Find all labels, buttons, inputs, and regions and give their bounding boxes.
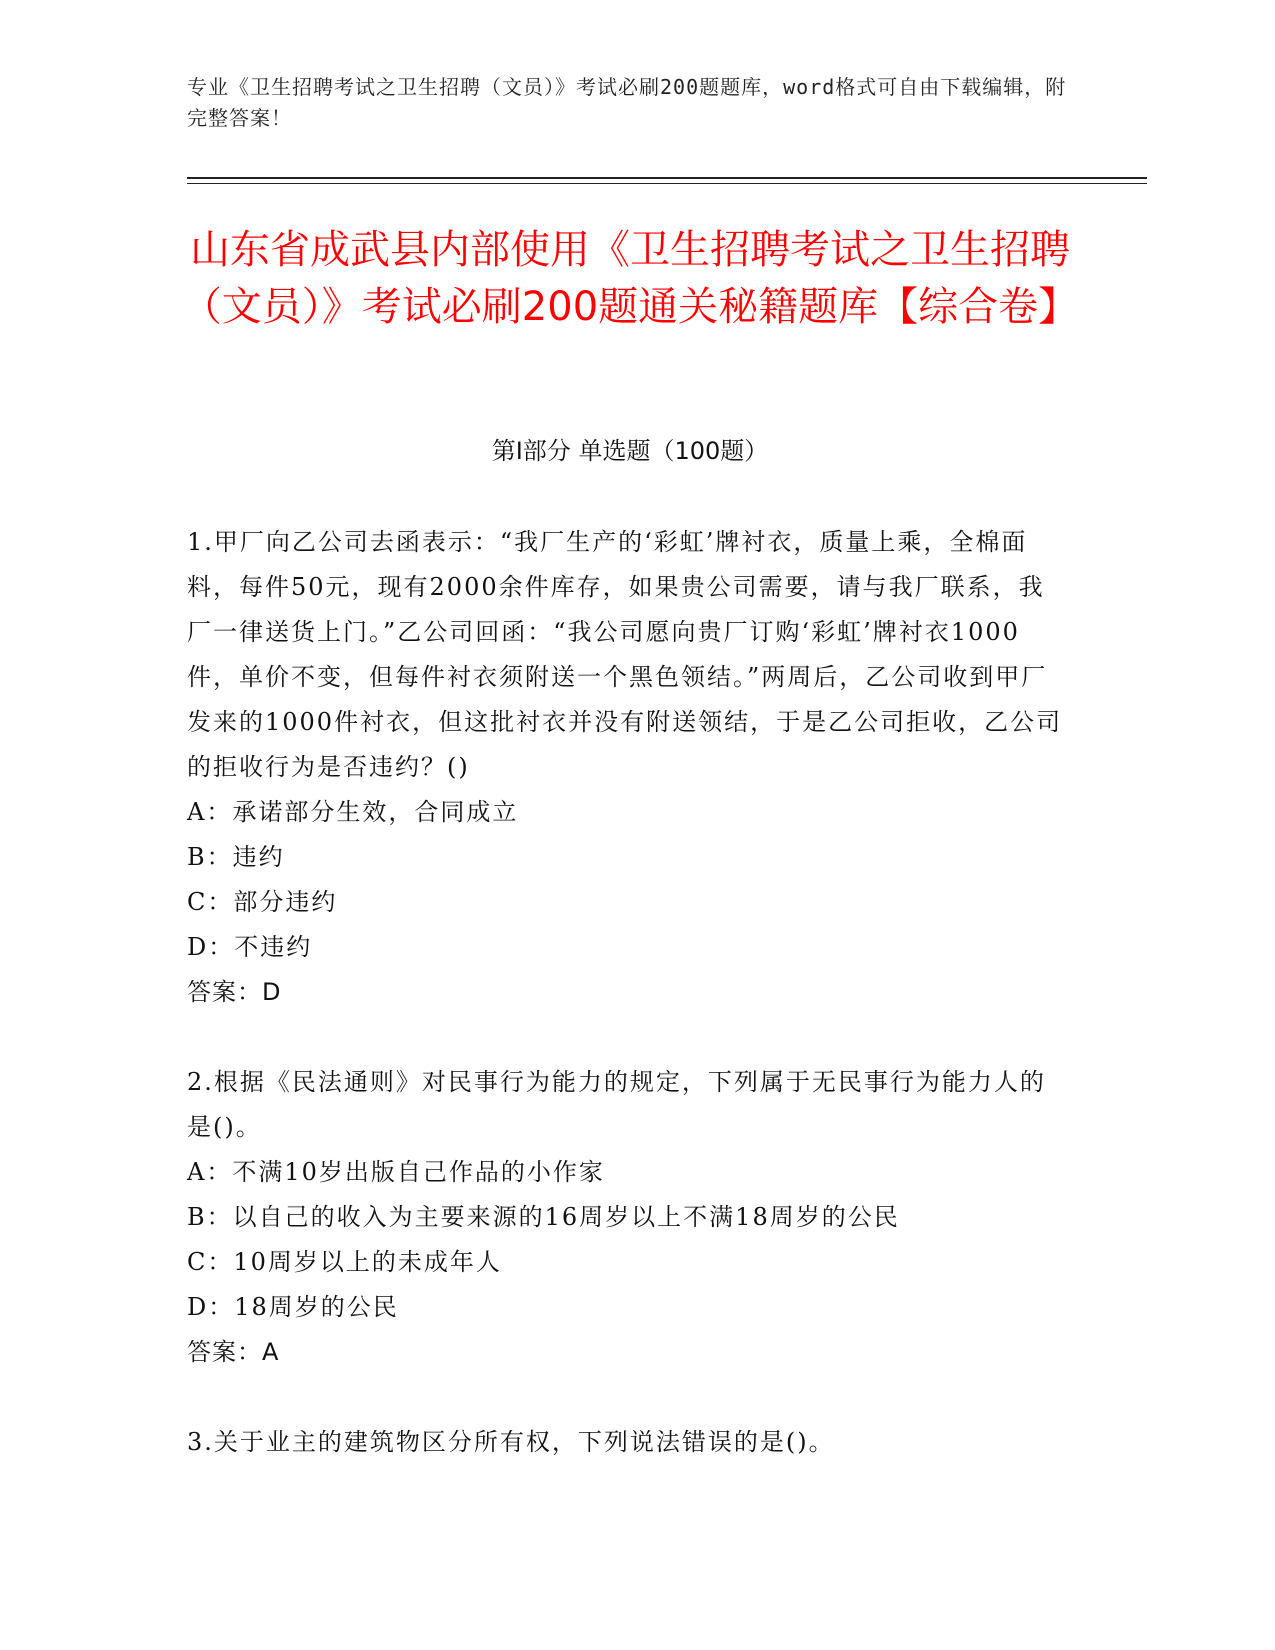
option-b: B：违约 — [187, 843, 285, 871]
header-divider-thin — [187, 183, 1147, 184]
option-b: B：以自己的收入为主要来源的16周岁以上不满18周岁的公民 — [187, 1203, 900, 1231]
header-divider-thick — [187, 177, 1147, 179]
question-1 — [187, 520, 1067, 1015]
option-d: D：不违约 — [187, 933, 313, 961]
option-c: C：部分违约 — [187, 888, 338, 916]
question-stem: 1.甲厂向乙公司去函表示：“我厂生产的‘彩虹’牌衬衣，质量上乘，全棉面料，每件50元，现有2000余件库存，如果贵公司需要，请与我厂联系，我厂一律送货上门。”乙公司回函：“我公司愿向贵厂订购‘彩虹’牌衬衣1000件，单价不变，但每件衬衣须附送一个黑色领结。”两周后，乙公司收到甲厂发来的1000件衬衣，但这批衬衣并没有附送领结，于是乙公司拒收，乙公司的拒收行为是否违约？() — [187, 528, 1063, 781]
question-stem: 2.根据《民法通则》对民事行为能力的规定，下列属于无民事行为能力人的是()。 — [187, 1068, 1046, 1141]
option-a: A：不满10岁出版自己作品的小作家 — [187, 1158, 605, 1186]
document-title: 山东省成武县内部使用《卫生招聘考试之卫生招聘（文员）》考试必刷200题通关秘籍题库【综合卷】 — [181, 227, 1079, 330]
header-note: 专业《卫生招聘考试之卫生招聘（文员）》考试必刷200题题库，word格式可自由下载编辑，附完整答案！ — [187, 75, 1067, 130]
answer: 答案：D — [187, 978, 282, 1006]
question-stem: 3.关于业主的建筑物区分所有权，下列说法错误的是()。 — [187, 1428, 835, 1456]
option-a: A：承诺部分生效，合同成立 — [187, 798, 519, 826]
question-2 — [187, 1060, 1067, 1375]
question-3 — [187, 1420, 1067, 1465]
answer: 答案：A — [187, 1338, 280, 1366]
option-d: D：18周岁的公民 — [187, 1293, 399, 1321]
option-c: C：10周岁以上的未成年人 — [187, 1248, 502, 1276]
section-title: 第I部分 单选题（100题） — [491, 437, 769, 465]
